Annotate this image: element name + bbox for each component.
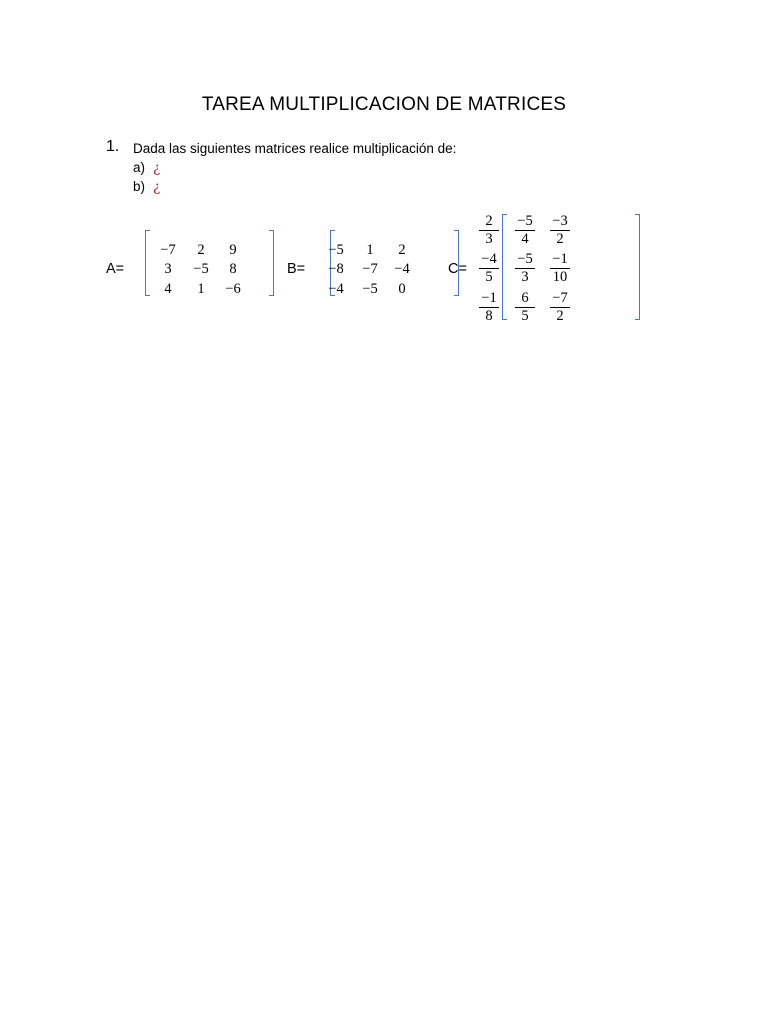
matrix-a-cell: −7 [160,242,176,258]
fraction-numerator: −1 [550,251,570,269]
fraction-denominator: 3 [521,269,529,285]
fraction-numerator: −5 [515,251,535,269]
sub-item-label: a) [133,160,146,175]
matrix-b-cell: −4 [394,261,410,277]
matrix-a-cell: −6 [225,281,241,297]
sub-item-mark: ¿ [153,160,161,176]
fraction-numerator: −5 [515,213,535,231]
matrix-c-fraction [472,213,506,248]
matrix-a-cell: 1 [197,281,205,297]
matrix-b-cell: −5 [362,281,378,297]
fraction-numerator: 6 [515,290,535,308]
fraction-numerator: −7 [550,290,570,308]
fraction-numerator: −4 [479,251,499,269]
matrix-a-label: A= [106,261,125,277]
matrix-b-cell: 2 [398,242,406,258]
matrix-c-fraction [508,290,542,325]
matrix-c-fraction [508,251,542,286]
matrix-c-fraction [472,251,506,286]
matrix-a-left-bracket [145,230,150,296]
matrix-c-fraction [543,213,577,248]
fraction-numerator: 2 [479,213,499,231]
fraction-numerator: −3 [550,213,570,231]
matrix-b-label: B= [287,261,306,277]
fraction-numerator: −1 [479,290,499,308]
matrix-c-fraction [508,213,542,248]
matrix-a-cell: 9 [229,242,237,258]
matrix-b-cell: 0 [398,281,406,297]
fraction-denominator: 4 [521,231,529,247]
fraction-denominator: 10 [552,269,568,285]
matrix-b-cell: −8 [328,261,344,277]
sub-item-label: b) [133,179,146,194]
fraction-denominator: 5 [521,308,529,324]
matrix-c-fraction [543,251,577,286]
matrix-b-cell: −7 [362,261,378,277]
fraction-denominator: 3 [485,231,493,247]
page-title: TAREA MULTIPLICACION DE MATRICES [201,94,567,115]
matrix-c-fraction [543,290,577,325]
fraction-denominator: 5 [485,269,493,285]
question-number: 1. [106,138,120,155]
fraction-denominator: 2 [556,231,564,247]
question-text: Dada las siguientes matrices realice multiplicación de: [133,141,457,156]
matrix-c-right-bracket [635,214,640,320]
matrix-a-cell: 4 [164,281,172,297]
matrix-b-cell: −5 [328,242,344,258]
sub-item-b [133,179,160,195]
sub-item-mark: ¿ [153,179,161,195]
matrix-c-label: C= [448,261,467,277]
matrix-a-cell: −5 [193,261,209,277]
matrix-a-right-bracket [269,230,274,296]
sub-item-a [133,160,160,176]
matrix-b-cell: 1 [366,242,374,258]
matrix-a-cell: 8 [229,261,237,277]
fraction-denominator: 2 [556,308,564,324]
fraction-denominator: 8 [485,308,493,324]
matrix-b-cell: −4 [328,281,344,297]
matrix-a-cell: 2 [197,242,205,258]
matrix-c-fraction [472,290,506,325]
matrix-a-cell: 3 [164,261,172,277]
